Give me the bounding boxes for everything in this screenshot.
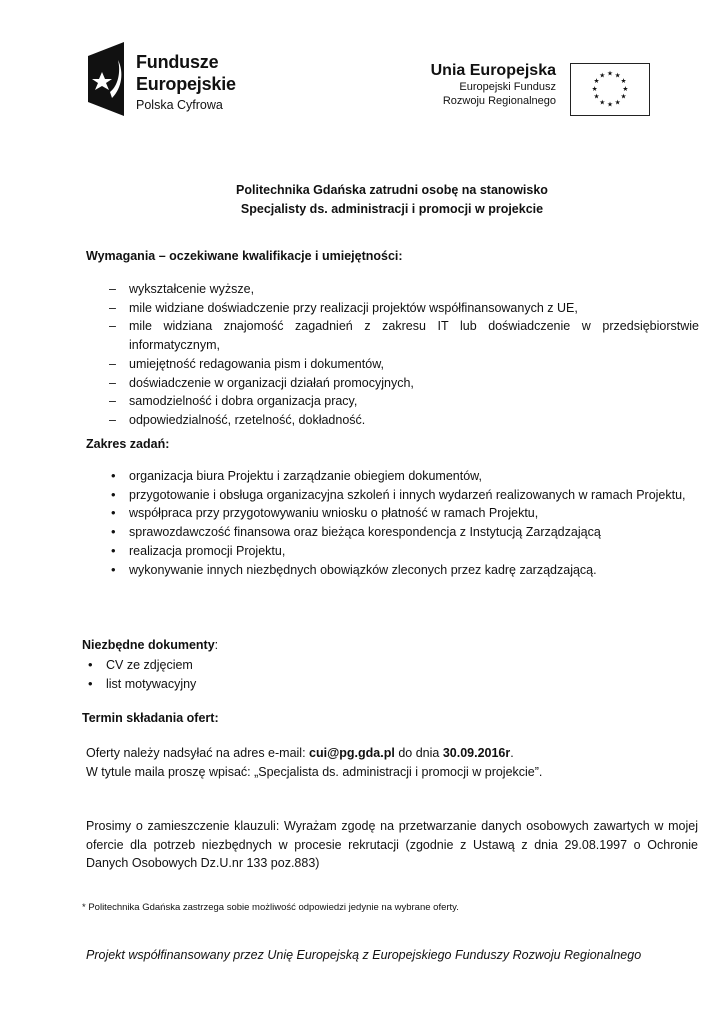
logo-right-line1: Unia Europejska — [430, 62, 556, 79]
requirements-list — [109, 280, 699, 430]
list-item: – samodzielność i dobra organizacja pracy, — [109, 392, 699, 411]
deadline-line1-text: Oferty należy nadsyłać na adres e-mail: — [86, 746, 310, 760]
footnote: * Politechnika Gdańska zastrzega sobie możliwość odpowiedzi jedynie na wybrane oferty. — [82, 902, 459, 913]
deadline-line1-text2: do dnia — [394, 746, 443, 760]
documents-heading-row — [82, 636, 218, 655]
list-item: – odpowiedzialność, rzetelność, dokładność. — [109, 411, 699, 430]
page-title-line2: Specjalisty ds. administracji i promocji w projekcie — [240, 202, 544, 216]
email-address: cui@pg.gda.pl — [309, 746, 395, 760]
list-item: • list motywacyjny — [86, 675, 386, 694]
svg-text:★: ★ — [599, 98, 606, 107]
svg-text:★: ★ — [614, 71, 621, 80]
svg-text:★: ★ — [591, 84, 598, 93]
svg-text:★: ★ — [622, 84, 629, 93]
list-item: – mile widziana znajomość zagadnień z zakresu IT lub doświadczenie w przedsiębiorstwie informatycznym, — [109, 317, 699, 354]
svg-text:★: ★ — [614, 98, 621, 107]
deadline-line1 — [86, 744, 706, 763]
list-item: – mile widziane doświadczenie przy realizacji projektów współfinansowanych z UE, — [109, 299, 699, 318]
svg-text:★: ★ — [606, 69, 614, 78]
project-cofinancing-note: Projekt współfinansowany przez Unię Europejską z Europejskiego Funduszy Rozwoju Regionalnego — [86, 948, 642, 962]
logo-right-line2: Europejski Fundusz — [459, 81, 556, 93]
list-item: • realizacja promocji Projektu, — [109, 542, 699, 561]
list-item: • przygotowanie i obsługa organizacyjna szkoleń i innych wydarzeń realizowanych w ramach Projektu, — [109, 486, 699, 505]
deadline-date: 30.09.2016r — [442, 746, 511, 760]
list-item: • CV ze zdjęciem — [86, 656, 386, 675]
list-item: • sprawozdawczość finansowa oraz bieżąca korespondencja z Instytucją Zarządzającą — [109, 523, 699, 542]
tasks-heading: Zakres zadań: — [86, 437, 170, 451]
list-item: • współpraca przy przygotowywaniu wniosku o płatność w ramach Projektu, — [109, 504, 699, 523]
logo-right-line3: Rozwoju Regionalnego — [442, 95, 556, 107]
consent-clause: Prosimy o zamieszczenie klauzuli: Wyrażam zgodę na przetwarzanie danych osobowych zawartych w mojej ofercie dla potrzeb niezbędnych w procesie rekrutacji (zgodnie z Ustawą z dnia 29.08.1997 o Ochronie Danych Osobowych Dz.U.nr 133 poz.883) — [86, 819, 698, 871]
list-item: • wykonywanie innych niezbędnych obowiązków zleconych przez kadrę zarządzającą. — [109, 561, 699, 580]
deadline-line1-period: . — [510, 746, 514, 760]
logo-left-line2: Europejskie — [136, 74, 236, 94]
documents-heading-colon: : — [214, 638, 219, 652]
svg-text:★: ★ — [599, 71, 606, 80]
documents-list — [86, 656, 386, 693]
page-title-line1: Politechnika Gdańska zatrudni osobę na stanowisko — [236, 183, 548, 197]
deadline-heading: Termin składania ofert: — [82, 711, 219, 725]
documents-heading: Niezbędne dokumenty — [82, 638, 215, 652]
svg-text:★: ★ — [620, 77, 627, 86]
svg-text:★: ★ — [593, 92, 600, 101]
fundusze-europejskie-logo — [88, 42, 258, 118]
logo-left-line1: Fundusze — [136, 52, 219, 72]
svg-text:★: ★ — [606, 100, 614, 109]
tasks-list — [109, 467, 699, 579]
list-item: • organizacja biura Projektu i zarządzanie obiegiem dokumentów, — [109, 467, 699, 486]
fundusze-europejskie-mark-icon — [88, 42, 128, 116]
logo-left-line3: Polska Cyfrowa — [136, 98, 223, 112]
list-item: – umiejętność redagowania pism i dokumentów, — [109, 355, 699, 374]
unia-europejska-logo-text — [412, 62, 556, 108]
list-item: – doświadczenie w organizacji działań promocyjnych, — [109, 374, 699, 393]
svg-text:★: ★ — [620, 92, 627, 101]
requirements-heading: Wymagania – oczekiwane kwalifikacje i umiejętności: — [86, 249, 403, 263]
deadline-text — [86, 744, 706, 781]
svg-text:★: ★ — [593, 77, 600, 86]
list-item: – wykształcenie wyższe, — [109, 280, 699, 299]
eu-flag-icon — [570, 63, 650, 116]
deadline-line2: W tytule maila proszę wpisać: „Specjalista ds. administracji i promocji w projekcie”. — [86, 764, 543, 779]
